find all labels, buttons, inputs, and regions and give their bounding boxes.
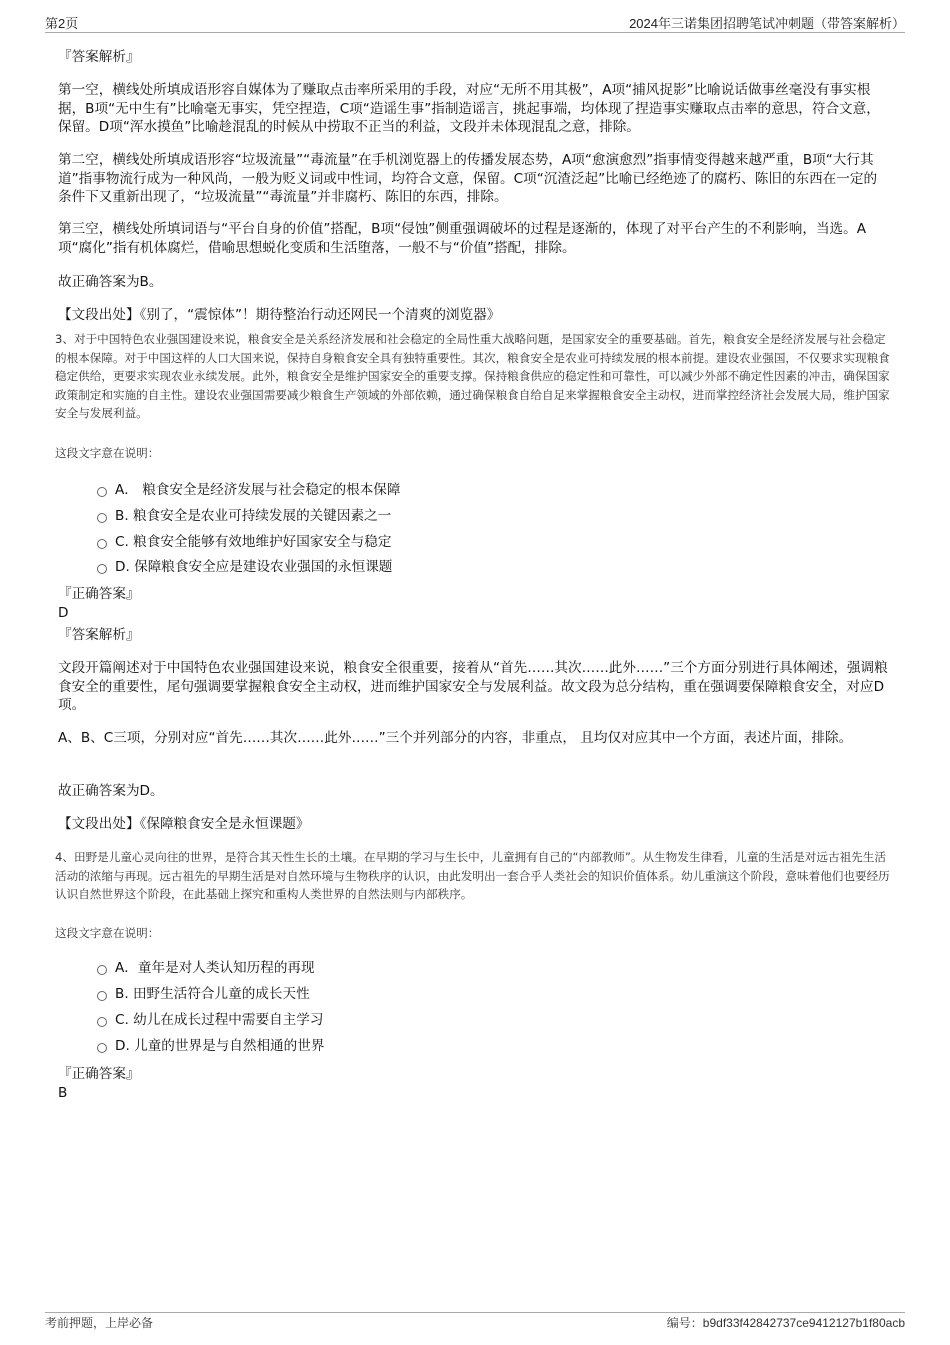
analysis-paragraph: 第一空，横线处所填成语形容自媒体为了赚取点击率所采用的手段，对应“无所不用其极”，A项“捕风捉影”比喻说话做事丝毫没有事实根据，B项“无中生有”比喻毫无事实，凭空捏造，C项“造谣生事”指制造谣言，挑起事端，均体现了捏造事实赚取点击率的意思，符合文意，保留。D项“浑水摸鱼”比喻趁混乱的时候从中捞取不正当的利益，文段并未体现混乱之意，排除。 — [58, 82, 880, 136]
analysis-label: 『答案解析』 — [58, 49, 140, 65]
radio-icon[interactable] — [97, 965, 107, 975]
conclusion: 故正确答案为D。 — [58, 783, 164, 799]
option-label: A． 粮食安全是经济发展与社会稳定的根本保障 — [115, 482, 401, 498]
question-text: 4、田野是儿童心灵向往的世界，是符合其天性生长的土壤。在早期的学习与生长中，儿童拥有自己的“内部教师”。从生物发生律看，儿童的生活是对远古祖先生活活动的浓缩与再现。远古祖先的早期生活是对自然环境与生物秩序的认识，由此发明出一套合乎人类社会的知识价值体系。幼儿重演这个阶段，意味着他们也要经历认识自然世界这个阶段，在此基础上探究和重构人类世界的自然法则与内部秩序。 — [55, 850, 890, 902]
radio-icon[interactable] — [97, 513, 107, 523]
question-prompt: 这段文字意在说明： — [55, 926, 160, 940]
analysis-paragraph: 第二空，横线处所填成语形容“垃圾流量”“毒流量”在手机浏览器上的传播发展态势，A项“愈演愈烈”指事情变得越来越严重，B项“大行其道”指事物流行成为一种风尚，一般为贬义词或中性词，均符合文意，保留。C项“沉渣泛起”比喻已经绝迹了的腐朽、陈旧的东西在一定的条件下又重新出现了，“垃圾流量”“毒流量”并非腐朽、陈旧的东西，排除。 — [58, 152, 878, 206]
option-a[interactable] — [97, 959, 315, 977]
option-label: B. 田野生活符合儿童的成长天性 — [115, 986, 310, 1002]
source: 【文段出处】《保障粮食安全是永恒课题》 — [58, 816, 310, 832]
option-c[interactable] — [97, 1011, 323, 1029]
option-label: A．童年是对人类认知历程的再现 — [115, 960, 315, 976]
option-label: D. 保障粮食安全应是建设农业强国的永恒课题 — [115, 559, 393, 575]
analysis-paragraph: 第三空，横线处所填词语与“平台自身的价值”搭配，B项“侵蚀”侧重强调破坏的过程是逐渐的，体现了对平台产生的不利影响，当选。A项“腐化”指有机体腐烂，借喻思想蜕化变质和生活堕落，一般不与“价值”搭配，排除。 — [58, 221, 867, 256]
option-label: C. 粮食安全能够有效地维护好国家安全与稳定 — [115, 534, 392, 550]
analysis-paragraph: A、B、C三项，分别对应“首先……其次……此外……”三个并列部分的内容，非重点， 且均仅对应其中一个方面，表述片面，排除。 — [58, 730, 853, 746]
header-divider — [45, 32, 905, 33]
page-number: 第2页 — [45, 16, 79, 31]
answer-label: 『正确答案』 — [58, 586, 140, 602]
question-prompt: 这段文字意在说明： — [55, 446, 160, 460]
analysis-paragraph: 文段开篇阐述对于中国特色农业强国建设来说，粮食安全很重要，接着从“首先……其次……此外……”三个方面分别进行具体阐述，强调粮食安全的重要性，尾句强调要掌握粮食安全主动权，进而维护国家安全与发展利益。故文段为总分结构，重在强调要保障粮食安全，对应D项。 — [58, 660, 888, 714]
option-b[interactable] — [97, 985, 310, 1003]
option-label: B. 粮食安全是农业可持续发展的关键因素之一 — [115, 508, 392, 524]
answer: B — [58, 1085, 68, 1101]
question-text: 3、对于中国特色农业强国建设来说，粮食安全是关系经济发展和社会稳定的全局性重大战略问题，是国家安全的重要基础。首先，粮食安全是经济发展与社会稳定的根本保障。对于中国这样的人口大国来说，保持自身粮食安全具有独特重要性。其次，粮食安全是农业可持续发展的根本前提。建设农业强国，不仅要求实现粮食稳定供给，更要求实现农业永续发展。此外，粮食安全是维护国家安全的重要支撑。保持粮食供应的稳定性和可靠性，可以减少外部不确定性因素的冲击，确保国家政策制定和实施的自主性。建设农业强国需要减少粮食生产领域的外部依赖，通过确保粮食自给自足来掌握粮食安全主动权，进而掌控经济社会发展大局，维护国家安全与发展利益。 — [55, 332, 890, 421]
conclusion: 故正确答案为B。 — [58, 274, 163, 290]
radio-icon[interactable] — [97, 1043, 107, 1053]
analysis-label: 『答案解析』 — [58, 627, 140, 643]
option-c[interactable] — [97, 533, 391, 551]
radio-icon[interactable] — [97, 564, 107, 574]
radio-icon[interactable] — [97, 539, 107, 549]
option-d[interactable] — [97, 1037, 324, 1055]
footer-divider — [45, 1312, 905, 1313]
answer-label: 『正确答案』 — [58, 1066, 140, 1082]
option-label: D. 儿童的世界是与自然相通的世界 — [115, 1038, 325, 1054]
option-a[interactable] — [97, 481, 401, 499]
radio-icon[interactable] — [97, 487, 107, 497]
answer: D — [58, 605, 69, 621]
option-label: C. 幼儿在成长过程中需要自主学习 — [115, 1012, 324, 1028]
document-title: 2024年三诺集团招聘笔试冲刺题（带答案解析） — [629, 16, 905, 31]
radio-icon[interactable] — [97, 991, 107, 1001]
footer-code: 编号：b9df33f42842737ce9412127b1f80acb — [666, 1316, 905, 1330]
footer-slogan: 考前押题，上岸必备 — [45, 1316, 154, 1330]
option-d[interactable] — [97, 558, 392, 576]
source: 【文段出处】《别了，“震惊体”！期待整治行动还网民一个清爽的浏览器》 — [58, 307, 501, 323]
radio-icon[interactable] — [97, 1017, 107, 1027]
option-b[interactable] — [97, 507, 391, 525]
